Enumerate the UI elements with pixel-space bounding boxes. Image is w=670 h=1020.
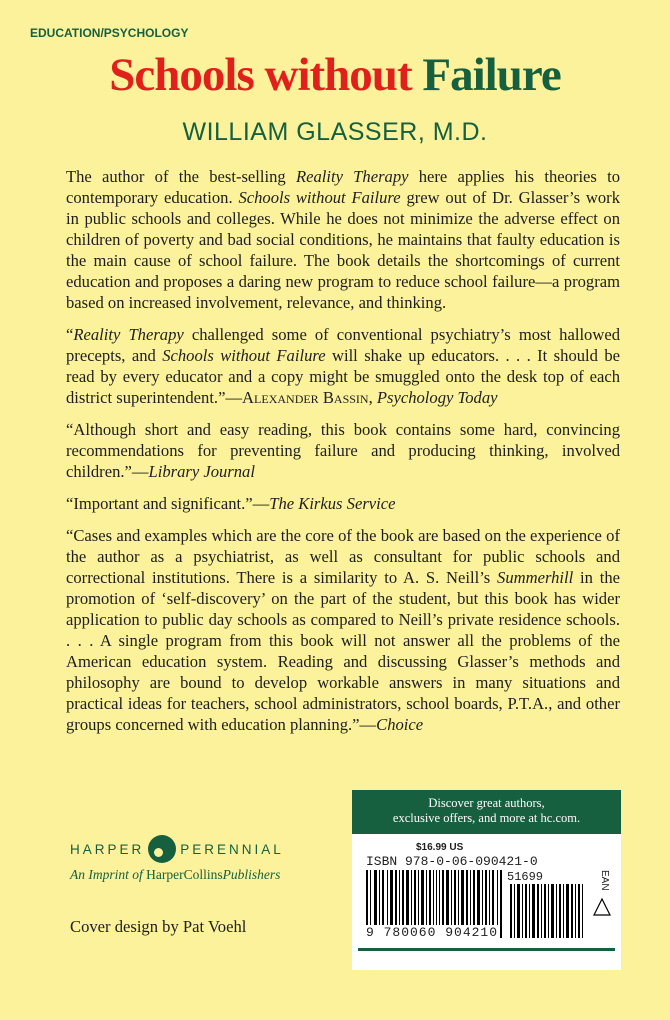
r1-reviewer: Alexander Bassin <box>242 388 369 407</box>
description-paragraph <box>66 166 620 313</box>
review-1 <box>66 324 620 408</box>
review-2 <box>66 419 620 482</box>
desc-book2: Schools without Failure <box>238 188 401 207</box>
r4-text2: in the promotion of ‘self-discovery’ on the part of the student, but this book has wider application to public day schools as compared to Neill’s private residence schools. . . . A single program from this book will not answer all the problems of the American education system. Reading and discussing Glasser’s methods and philosophy are bound to develop workable answers in many situations and practical ideas for teachers, school administrators, school boards, P.T.A., and other groups concerned with education planning.”— <box>66 568 620 734</box>
r1-source: Psychology Today <box>376 388 498 407</box>
barcode-addon: 51699 <box>507 870 544 884</box>
author-name: WILLIAM GLASSER, M.D. <box>182 118 488 146</box>
r1-text1: challenged some of conventional psychiatry’s most hallowed precepts, and <box>66 325 620 365</box>
imprint-line <box>70 867 280 883</box>
r1-book1: Reality Therapy <box>73 325 184 344</box>
title-part2: Failure <box>422 49 561 101</box>
triangle-icon <box>592 897 612 917</box>
green-rule <box>358 948 615 951</box>
publisher-logo <box>70 835 284 863</box>
r4-book: Summerhill <box>497 568 574 587</box>
perennial-logo-icon <box>148 835 176 863</box>
r1-book2: Schools without Failure <box>162 346 326 365</box>
title-part1: Schools without <box>109 49 412 101</box>
isbn-text: ISBN 978-0-06-090421-0 <box>366 854 538 869</box>
barcode-box <box>352 790 621 970</box>
r1-text2: will shake up educators. . . . It should be read by every educator and a copy might be smuggled onto the desk top of each district superintendent.”— <box>66 346 621 407</box>
back-cover-text <box>66 166 620 746</box>
r2-source: Library Journal <box>148 462 255 481</box>
r3-text: “Important and significant.”— <box>66 494 270 513</box>
promo-line-2: exclusive offers, and more at hc.com. <box>392 811 581 825</box>
desc-rest: grew out of Dr. Glasser’s work in public schools and colleges. While he does not minimize the adverse effect on children of poverty and bad social conditions, he maintains that faulty education is the main cause of school failure. The book details the shortcomings of current education and proposes a daring new program to reduce school failure—a program based on increased involvement, relevance, and thinking. <box>66 188 620 312</box>
cover-design-credit: Cover design by Pat Voehl <box>70 917 247 936</box>
imprint-post: Publishers <box>222 867 281 882</box>
review-4 <box>66 525 620 735</box>
r4-text1: “Cases and examples which are the core of the book are based on the experience of the author as a psychiatrist, as well as consultant for public schools and correctional institutions. There is a similarity to A. S. Neill’s <box>66 526 620 587</box>
desc-book1: Reality Therapy <box>295 167 409 186</box>
category-label: EDUCATION/PSYCHOLOGY <box>30 26 189 40</box>
imprint-pre: An Imprint of <box>70 867 147 882</box>
r4-source: Choice <box>376 715 424 734</box>
review-3 <box>66 493 620 514</box>
ean-label: EAN <box>599 870 610 891</box>
publisher-right: PERENNIAL <box>180 841 284 857</box>
barcode-digits: 9 780060 904210 <box>366 925 499 940</box>
book-title <box>0 49 670 101</box>
r1-open: “ <box>66 325 74 344</box>
promo-line-1: Discover great authors, <box>428 796 545 810</box>
r2-text: “Although short and easy reading, this book contains some hard, convincing recommendations for preventing failure and producing thinking, involved children.”— <box>66 420 620 481</box>
promo-banner <box>352 790 621 834</box>
publisher-left: HARPER <box>70 841 145 857</box>
imprint-name: HarperCollins <box>146 867 223 882</box>
r3-source: The Kirkus Service <box>269 494 396 513</box>
r1-sep: , <box>368 388 377 407</box>
desc-intro: The author of the best-selling <box>66 167 296 186</box>
price: $16.99 US <box>416 842 464 853</box>
desc-mid1: here applies his theories to contemporary education. <box>66 167 621 207</box>
